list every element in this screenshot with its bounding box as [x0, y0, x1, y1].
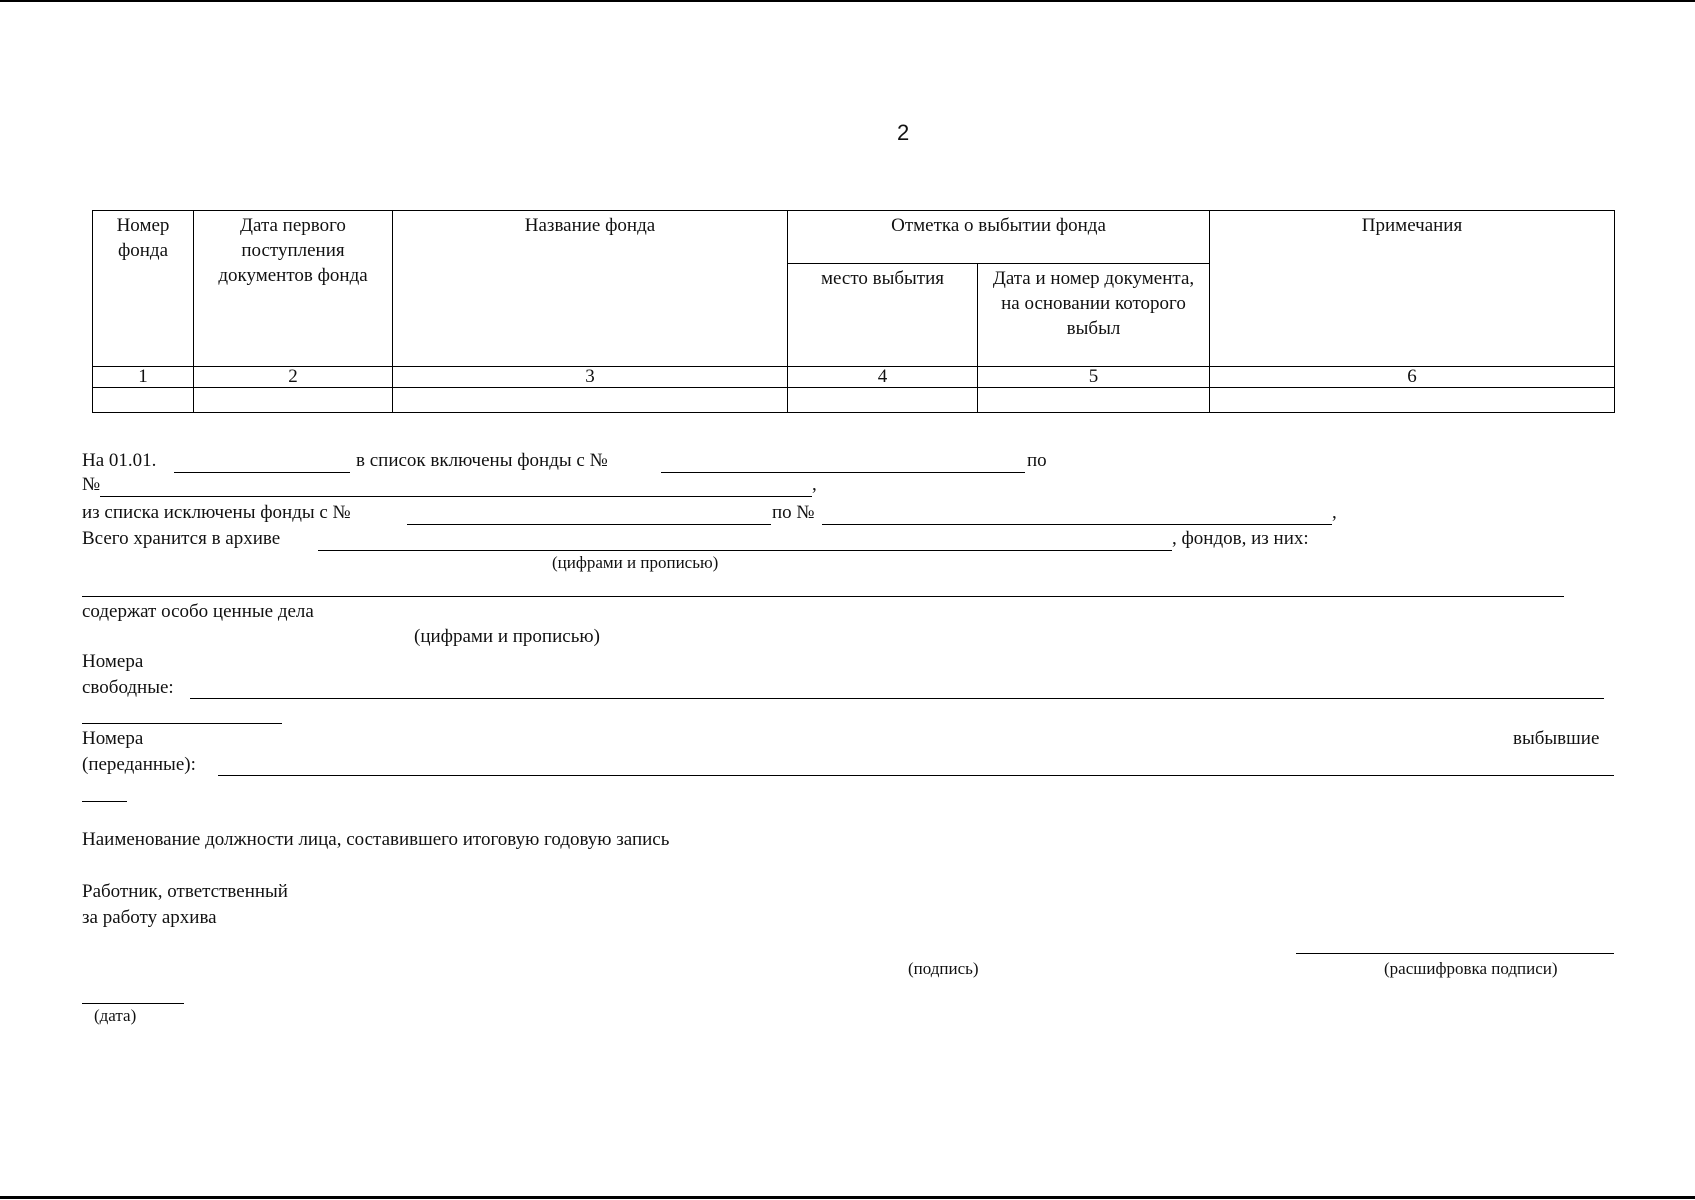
excluded-to-field[interactable] [822, 524, 1332, 525]
digits-words-hint: (цифрами и прописью) [414, 626, 600, 647]
signature-decoding-hint: (расшифровка подписи) [1384, 959, 1558, 978]
excluded-label: из списка исключены фонды с № [82, 502, 351, 523]
date-hint: (дата) [94, 1006, 137, 1025]
column-numbers-row [93, 367, 1615, 388]
comma: , [1332, 502, 1337, 523]
column-number: 6 [1210, 367, 1615, 388]
header-disposal-document: Дата и номер документа, на основании которого выбыл [978, 264, 1210, 367]
signature-hint: (подпись) [908, 959, 979, 978]
as-of-label: На 01.01. [82, 450, 157, 471]
as-of-year-field[interactable] [174, 472, 350, 473]
table-header-row [93, 211, 1615, 264]
digits-words-hint: (цифрами и прописью) [552, 553, 719, 572]
included-to-label: по [1027, 450, 1047, 471]
departed-numbers-label: Номера [82, 728, 144, 749]
valuable-label: содержат особо ценные дела [82, 601, 314, 622]
table-cell[interactable] [93, 388, 194, 413]
date-field[interactable] [82, 1003, 184, 1004]
page-top-edge [0, 0, 1695, 2]
header-fund-number: Номер фонда [93, 211, 194, 367]
fund-register-table [92, 210, 1615, 413]
table-cell[interactable] [1210, 388, 1615, 413]
total-label: Всего хранится в архиве [82, 528, 281, 549]
column-number: 2 [194, 367, 393, 388]
number-sign-label: № [82, 474, 101, 495]
header-disposal-mark: Отметка о выбытии фонда [788, 211, 1210, 264]
free-numbers-continuation-field[interactable] [82, 723, 282, 724]
column-number: 1 [93, 367, 194, 388]
header-first-receipt-date: Дата первого поступления документов фонда [194, 211, 393, 367]
table-cell[interactable] [393, 388, 788, 413]
header-disposal-place: место выбытия [788, 264, 978, 367]
included-from-field[interactable] [661, 472, 1025, 473]
page-bottom-edge [0, 1196, 1695, 1199]
column-number: 5 [978, 367, 1210, 388]
funds-of-them-label: , фондов, из них: [1172, 528, 1309, 549]
position-title-label: Наименование должности лица, составившего итоговую годовую запись [82, 829, 670, 850]
departed-numbers-continuation-field[interactable] [82, 801, 127, 802]
table-cell[interactable] [788, 388, 978, 413]
table-cell[interactable] [978, 388, 1210, 413]
column-number: 4 [788, 367, 978, 388]
page-number: 2 [897, 120, 910, 145]
free-numbers-field[interactable] [190, 698, 1604, 699]
signature-decoding-field[interactable] [1296, 953, 1614, 954]
included-to-field[interactable] [100, 496, 812, 497]
departed-word: выбывшие [1513, 728, 1600, 749]
total-words-field[interactable] [82, 596, 1564, 597]
excluded-from-field[interactable] [407, 524, 771, 525]
free-numbers-label: Номера [82, 651, 144, 672]
table-cell[interactable] [194, 388, 393, 413]
header-fund-name: Название фонда [393, 211, 788, 367]
header-notes: Примечания [1210, 211, 1615, 367]
table-row [93, 388, 1615, 413]
included-label: в список включены фонды с № [356, 450, 608, 471]
column-number: 3 [393, 367, 788, 388]
total-field[interactable] [318, 550, 1172, 551]
responsible-label: Работник, ответственный [82, 881, 288, 902]
responsible-label: за работу архива [82, 907, 217, 928]
free-numbers-label: свободные: [82, 677, 174, 698]
excluded-to-label: по № [772, 502, 815, 523]
departed-numbers-label: (переданные): [82, 754, 196, 775]
departed-numbers-field[interactable] [218, 775, 1614, 776]
comma: , [812, 474, 817, 495]
